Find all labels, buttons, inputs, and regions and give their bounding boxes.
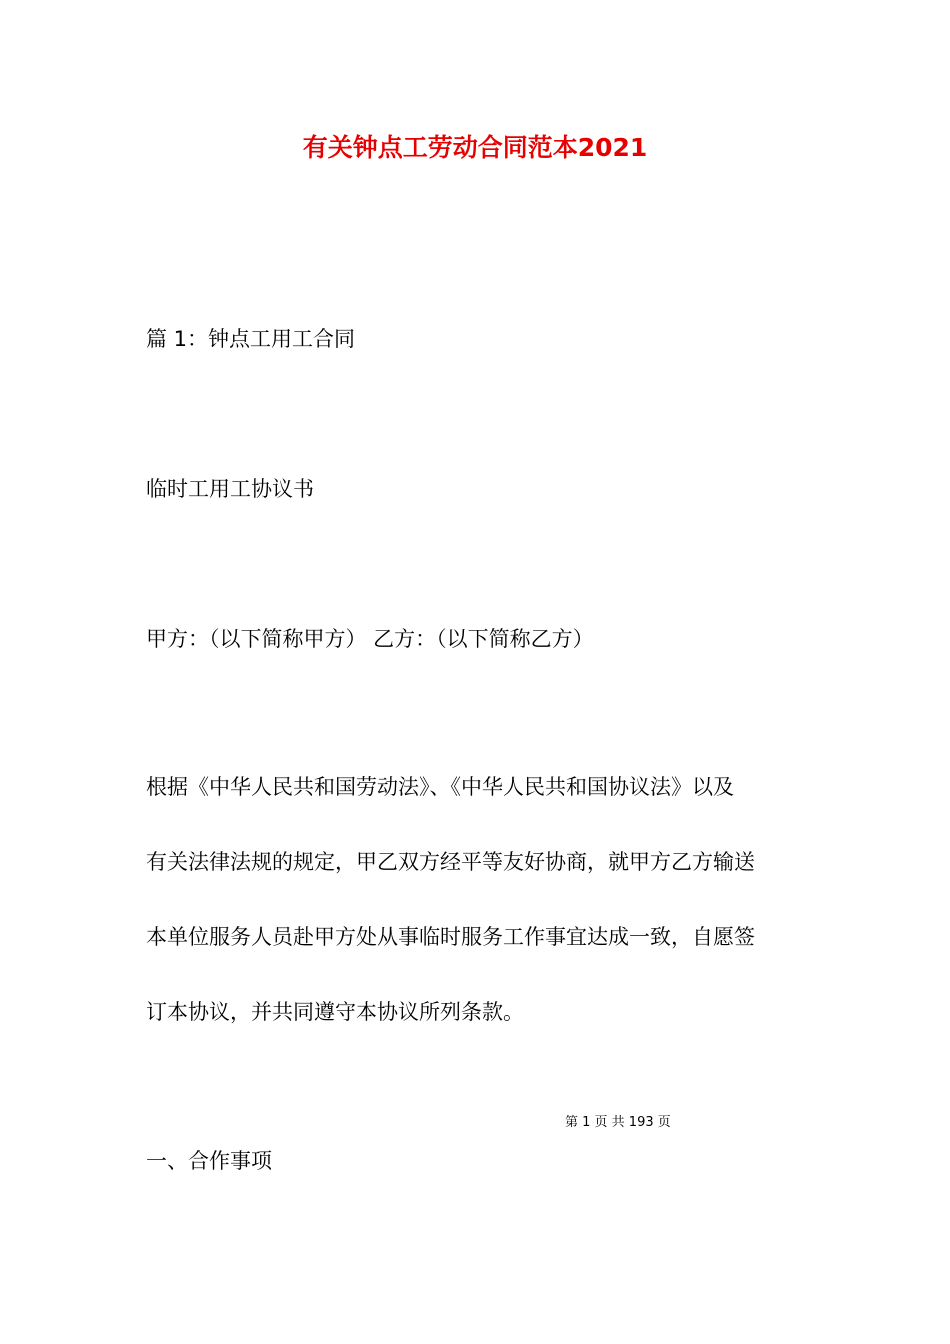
paragraph-line: 有关法律法规的规定，甲乙双方经平等友好协商，就甲方乙方输送 bbox=[146, 850, 755, 874]
paragraph-line: 订本协议，并共同遵守本协议所列条款。 bbox=[146, 1000, 524, 1024]
page-number-footer: 第 1 页 共 193 页 bbox=[565, 1115, 671, 1130]
paragraph-line: 本单位服务人员赴甲方处从事临时服务工作事宜达成一致，自愿签 bbox=[146, 925, 755, 949]
parties-line: 甲方：（以下简称甲方） 乙方：（以下简称乙方） bbox=[146, 627, 594, 651]
paragraph-line: 根据《中华人民共和国劳动法》、《中华人民共和国协议法》以及 bbox=[146, 775, 734, 799]
agreement-subtitle: 临时工用工协议书 bbox=[146, 477, 314, 501]
section-heading: 篇 1：钟点工用工合同 bbox=[146, 327, 356, 351]
document-title: 有关钟点工劳动合同范本2021 bbox=[302, 133, 648, 162]
body-paragraph bbox=[146, 772, 811, 1027]
clause-heading: 一、合作事项 bbox=[146, 1149, 272, 1173]
